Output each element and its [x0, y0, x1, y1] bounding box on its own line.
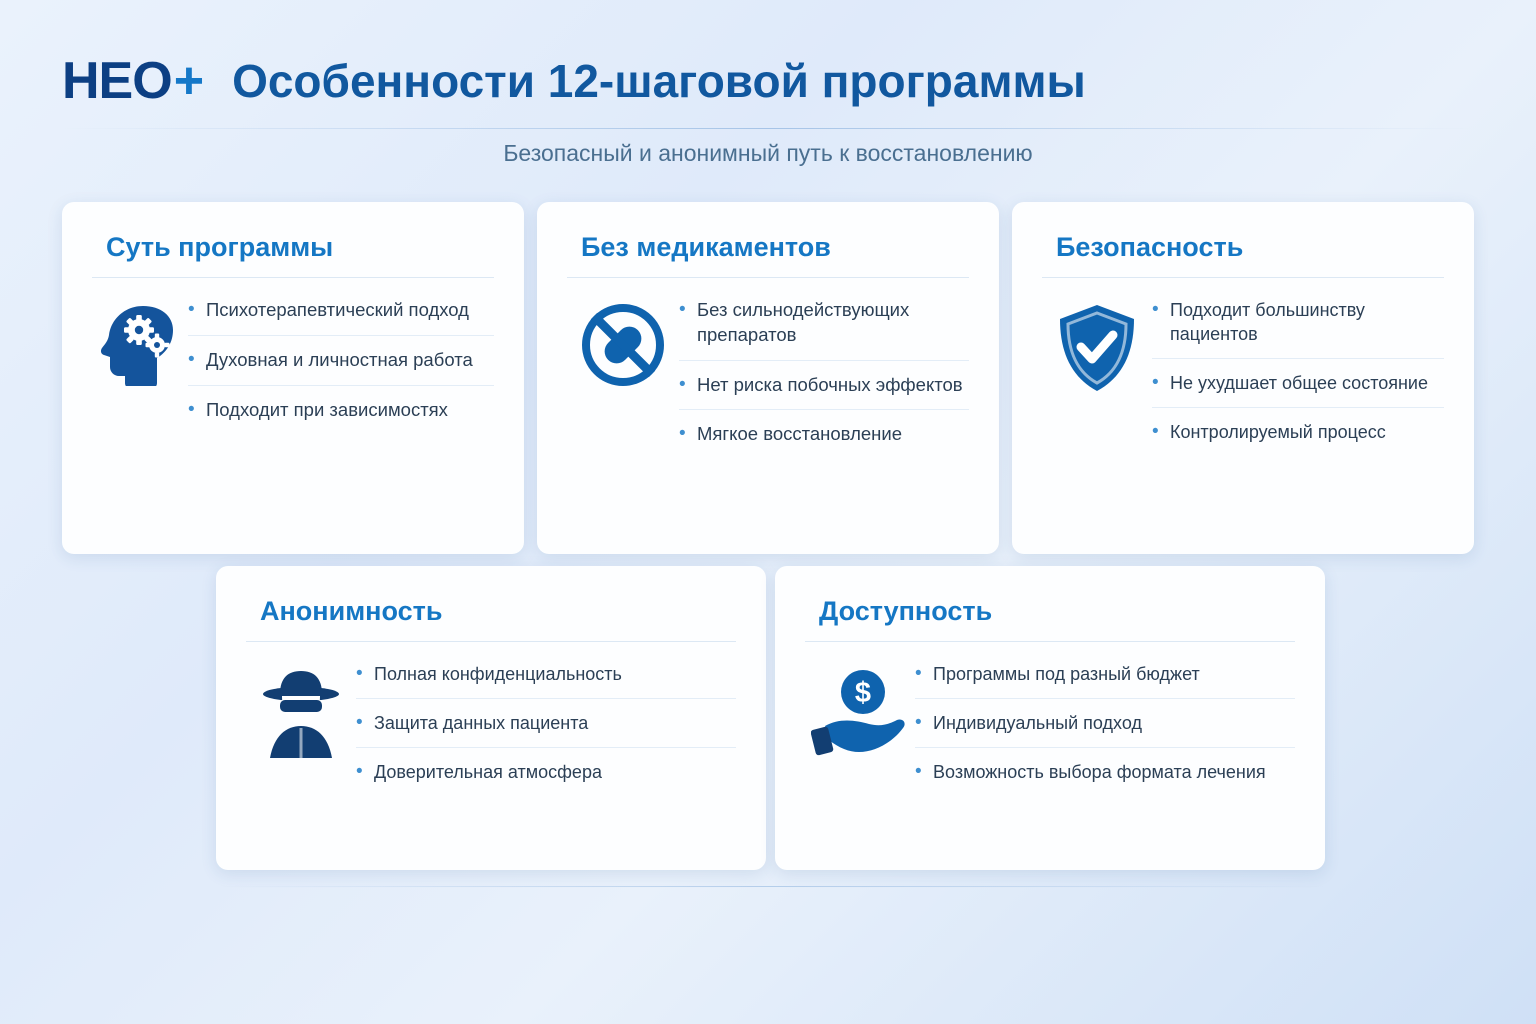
header-divider — [62, 128, 1474, 129]
card-safety-body — [1042, 298, 1444, 444]
card-access-bullets — [915, 662, 1295, 784]
list-item: • Мягкое восстановление — [679, 422, 969, 447]
card-nomeds — [537, 202, 999, 554]
no-pills-icon — [567, 298, 679, 388]
card-access — [775, 566, 1325, 870]
card-nomeds-title: Без медикаментов — [581, 232, 831, 262]
list-item: • Индивидуальный подход — [915, 711, 1295, 748]
list-item: • Психотерапевтический подход — [188, 298, 494, 336]
card-safety — [1012, 202, 1474, 554]
card-access-body — [805, 662, 1295, 784]
card-nomeds-body — [567, 298, 969, 447]
logo — [62, 51, 204, 111]
page-title: Особенности 12-шаговой программы — [232, 55, 1086, 107]
card-anonymity-title-divider — [246, 641, 736, 642]
list-item: • Программы под разный бюджет — [915, 662, 1295, 699]
card-essence — [62, 202, 524, 554]
logo-text: HEO — [62, 52, 172, 110]
logo-plus-icon: + — [173, 52, 205, 110]
card-safety-title-divider — [1042, 277, 1444, 278]
list-item: • Без сильнодействующих препаратов — [679, 298, 969, 361]
list-item: • Контролируемый процесс — [1152, 420, 1444, 444]
list-item: • Доверительная атмосфера — [356, 760, 736, 784]
card-essence-body — [92, 298, 494, 422]
card-anonymity-title: Анонимность — [260, 596, 443, 626]
page-subtitle: Безопасный и анонимный путь к восстановлению — [503, 140, 1033, 166]
card-essence-title: Суть программы — [106, 232, 334, 262]
card-nomeds-title-divider — [567, 277, 969, 278]
card-essence-bullets — [188, 298, 494, 422]
list-item: • Подходит при зависимостях — [188, 398, 494, 423]
card-safety-title: Безопасность — [1056, 232, 1244, 262]
card-anonymity-body — [246, 662, 736, 784]
list-item: • Защита данных пациента — [356, 711, 736, 748]
list-item: • Не ухудшает общее состояние — [1152, 371, 1444, 408]
svg-text:$: $ — [854, 677, 872, 709]
head-gears-icon — [92, 298, 188, 386]
anonymous-person-icon — [246, 662, 356, 762]
card-essence-title-divider — [92, 277, 494, 278]
list-item: • Подходит большинству пациентов — [1152, 298, 1444, 359]
card-anonymity-bullets — [356, 662, 736, 784]
list-item: • Духовная и личностная работа — [188, 348, 494, 386]
list-item: • Нет риска побочных эффектов — [679, 373, 969, 411]
card-safety-bullets — [1152, 298, 1444, 444]
hand-coin-icon — [805, 662, 915, 758]
card-access-title: Доступность — [819, 596, 993, 626]
list-item: • Возможность выбора формата лечения — [915, 760, 1295, 784]
card-nomeds-bullets — [679, 298, 969, 447]
header — [0, 38, 1536, 124]
shield-check-icon — [1042, 298, 1152, 394]
list-item: • Полная конфиденциальность — [356, 662, 736, 699]
card-anonymity — [216, 566, 766, 870]
footer-divider — [216, 886, 1328, 887]
card-access-title-divider — [805, 641, 1295, 642]
